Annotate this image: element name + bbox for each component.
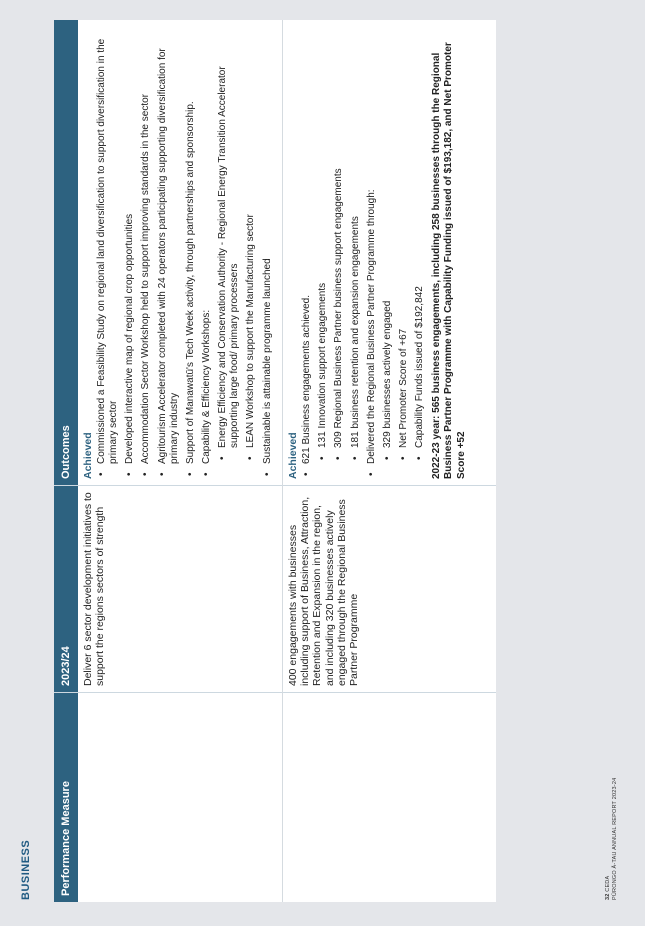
section-title: BUSINESS [20, 839, 32, 900]
footer-report-title: PŪRONGO Ā-TAU ANNUAL REPORT 2023-24 [612, 777, 618, 900]
target-cell: 400 engagements with businesses including support of Business, Attraction, Retention and Expansion in the region, and including 320 businesses actively engaged through the Regional Business Partner Programme [283, 485, 496, 692]
page-number: 32 [605, 893, 611, 900]
table-row [78, 20, 283, 902]
list-item: • Accommodation Sector Workshop held to support improving standards in the sector [140, 26, 152, 479]
measure-cell [283, 692, 496, 902]
page-footer [605, 778, 619, 900]
header-performance-measure: Performance Measure [54, 692, 78, 902]
list-item: • 621 Business engagements achieved. [301, 26, 313, 479]
table-header [54, 20, 78, 902]
list-item: • 131 Innovation support engagements [317, 26, 329, 463]
outcomes-cell [283, 20, 496, 485]
list-item: • Sustainable is attainable programme launched [262, 26, 274, 479]
header-outcomes: Outcomes [60, 425, 72, 479]
list-item: • 329 businesses actively engaged [382, 26, 394, 463]
list-item: • Delivered the Regional Business Partner Programme through: [366, 26, 378, 479]
status-label: Achieved [82, 432, 94, 479]
summary-text: 2022-23 year: 565 business engagements, including 258 businesses through the Regional Business Partner Programme with Capability Funding issued of $193,182, and Net Promoter Score +52 [430, 42, 467, 479]
list-item: • 309 Regional Business Partner business support engagements [333, 26, 345, 463]
list-item: • Net Promoter Score of +67 [398, 26, 410, 463]
list-item: • Commissioned a Feasibility Study on regional land diversification to support diversification in the primary sector [96, 26, 120, 479]
list-item: • Agritourism Accelerator completed with 24 operators participating supporting diversification for primary industry [157, 26, 181, 479]
list-item: • Capability Funds issued of $192,842 [414, 26, 426, 463]
list-item: • Support of Manawatū's Tech Week activity, through partnerships and sponsorship. [185, 26, 197, 479]
footer-org: CEDA [605, 875, 611, 892]
list-item: • Energy Efficiency and Conservation Authority - Regional Energy Transition Accelerator supporting large food/ primary processers [217, 26, 241, 463]
measure-cell [78, 692, 282, 902]
table-row [283, 20, 496, 902]
list-item: • 181 business retention and expansion engagements [350, 26, 362, 463]
status-label: Achieved [287, 432, 299, 479]
outcomes-list [96, 26, 274, 479]
list-item: • Developed interactive map of regional crop opportunities [124, 26, 136, 479]
target-cell: Deliver 6 sector development initiatives to support the regions sectors of strength [78, 485, 282, 692]
header-year: 2023/24 [54, 485, 78, 692]
list-item: • LEAN Workshop to support the Manufacturing sector [245, 26, 257, 463]
list-item: • Capability & Efficiency Workshops: [201, 26, 213, 479]
performance-table [54, 20, 496, 902]
outcomes-cell [78, 20, 282, 485]
outcomes-list [301, 26, 426, 479]
